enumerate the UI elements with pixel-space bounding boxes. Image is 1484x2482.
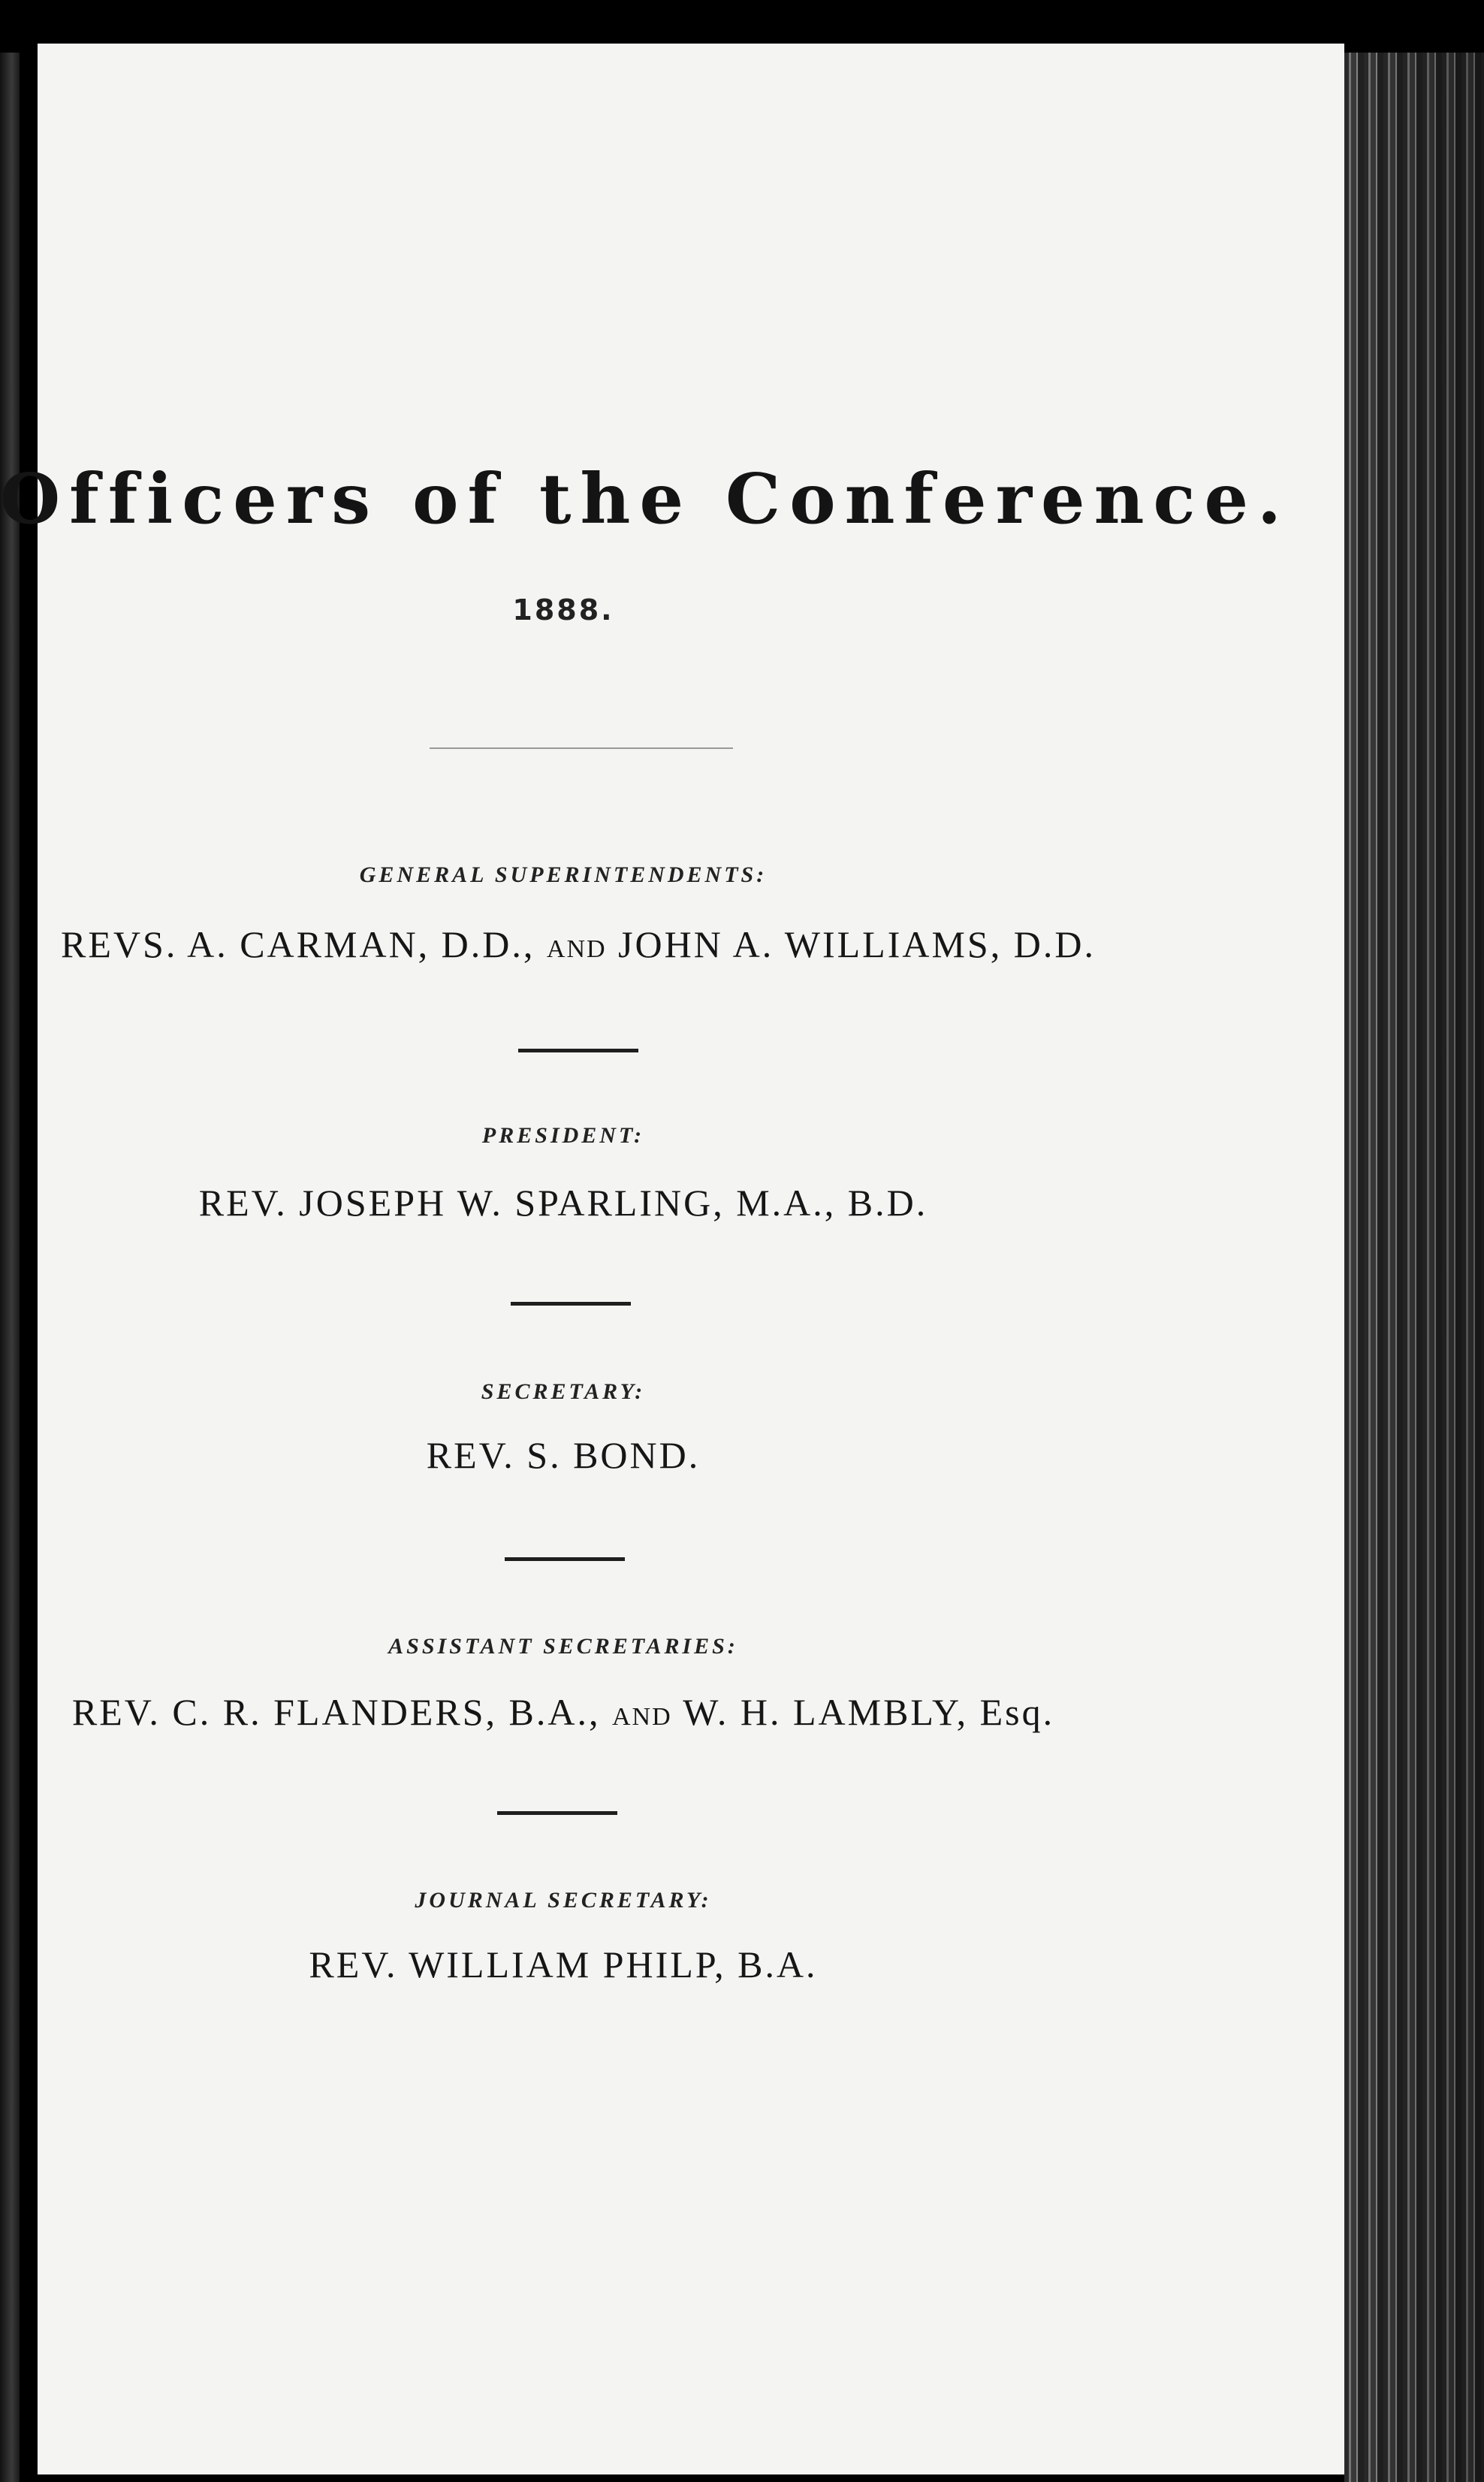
section-label-secretary: SECRETARY: <box>481 1379 646 1404</box>
name-part: JOHN A. WILLIAMS, D.D. <box>618 923 1096 965</box>
general-superintendents-names <box>0 922 1157 966</box>
journal-secretary-name: REV. WILLIAM PHILP, B.A. <box>309 1943 818 1985</box>
section-label-general-superintendents: GENERAL SUPERINTENDENTS: <box>359 862 768 887</box>
section-divider <box>505 1557 625 1561</box>
page-stack-edges <box>1344 53 1484 2482</box>
conjunction: AND <box>611 1703 672 1731</box>
section-label-assistant-secretaries: ASSISTANT SECRETARIES: <box>388 1634 738 1659</box>
assistant-secretaries-names <box>0 1690 1127 1734</box>
conference-year: 1888. <box>512 593 614 627</box>
conjunction: AND <box>546 935 607 963</box>
section-divider <box>518 1049 638 1052</box>
page-title: Officers of the Conference. <box>0 458 1291 539</box>
book-binding-edge <box>0 53 20 2482</box>
section-label-journal-secretary: JOURNAL SECRETARY: <box>415 1888 712 1913</box>
president-name: REV. JOSEPH W. SPARLING, M.A., B.D. <box>198 1182 928 1224</box>
title-divider <box>430 747 733 749</box>
name-part: W. H. LAMBLY, Esq. <box>683 1691 1055 1733</box>
secretary-name: REV. S. BOND. <box>426 1434 701 1476</box>
section-divider <box>511 1302 631 1306</box>
book-page <box>38 44 1344 2474</box>
name-part: REVS. A. CARMAN, D.D., <box>61 923 535 965</box>
name-part: REV. C. R. FLANDERS, B.A., <box>71 1691 601 1733</box>
section-label-president: PRESIDENT: <box>481 1123 645 1148</box>
section-divider <box>497 1811 617 1815</box>
